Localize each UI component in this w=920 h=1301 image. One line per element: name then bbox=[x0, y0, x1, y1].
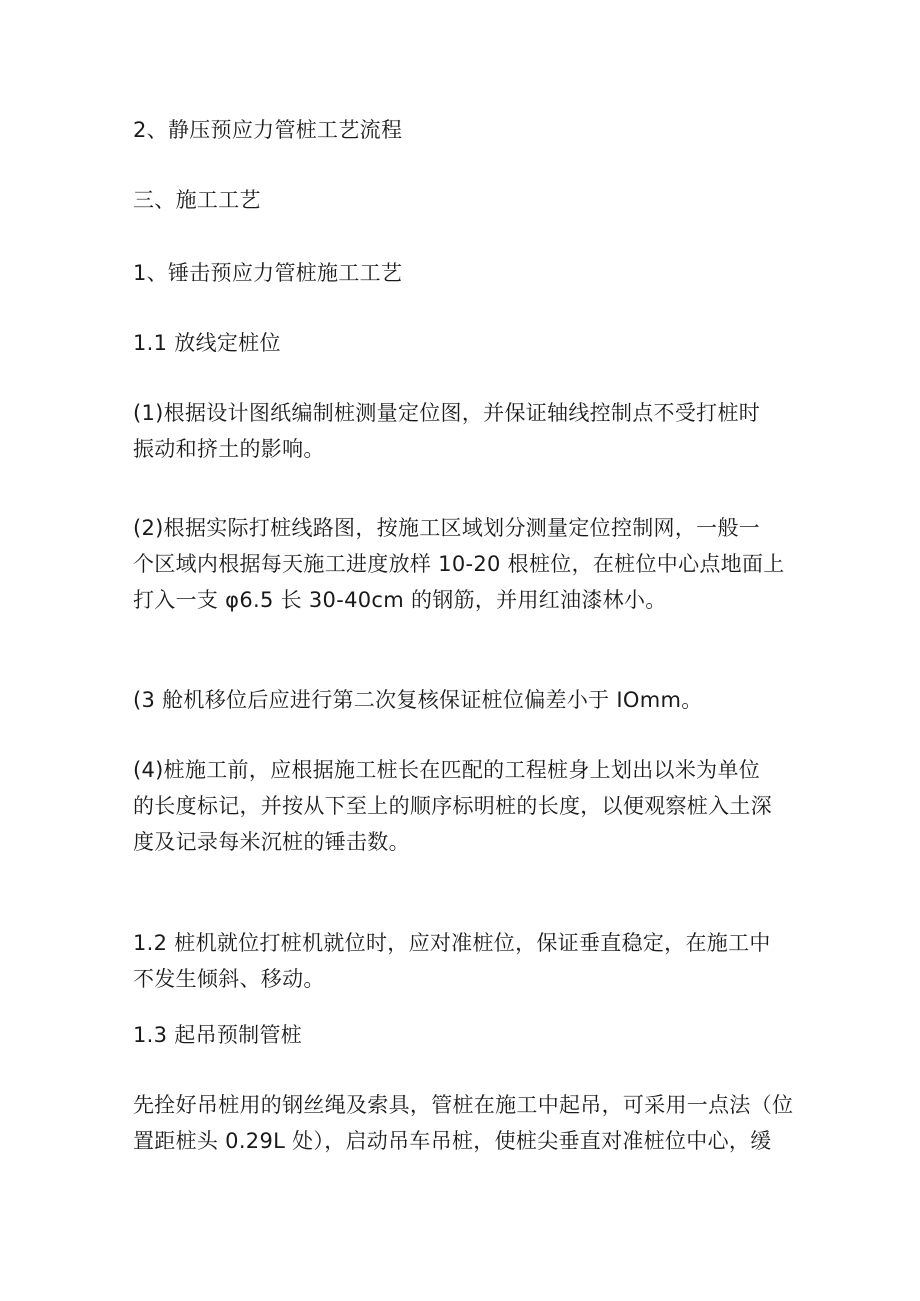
text-line: 1.1 放线定桩位 bbox=[133, 331, 281, 355]
text-line: 三、施工工艺 bbox=[133, 188, 261, 212]
text-line: 2、静压预应力管桩工艺流程 bbox=[133, 118, 403, 142]
paragraph-lifting bbox=[133, 1087, 813, 1159]
heading-static-pressure-process bbox=[133, 112, 813, 148]
text-line: 不发生倾斜、移动。 bbox=[133, 967, 325, 991]
text-line: 1.3 起吊预制管桩 bbox=[133, 1023, 303, 1047]
text-line: 1.2 桩机就位打桩机就位时，应对准桩位，保证垂直稳定，在施工中 bbox=[133, 931, 771, 955]
paragraph-item-2 bbox=[133, 510, 813, 618]
text-line: (2)根据实际打桩线路图，按施工区域划分测量定位控制网，一般一 bbox=[133, 516, 761, 540]
text-line: 1、锤击预应力管桩施工工艺 bbox=[133, 261, 403, 285]
heading-section-1-3 bbox=[133, 1017, 813, 1053]
heading-section-1-1 bbox=[133, 325, 813, 361]
heading-section-1-2 bbox=[133, 925, 813, 997]
paragraph-item-4 bbox=[133, 752, 813, 860]
heading-hammer-pile-process bbox=[133, 255, 813, 291]
text-line: (3 舱机移位后应进行第二次复核保证桩位偏差小于 IOmm。 bbox=[133, 688, 703, 712]
text-line: (4)桩施工前，应根据施工桩长在匹配的工程桩身上划出以米为单位 bbox=[133, 758, 761, 782]
paragraph-item-3 bbox=[133, 682, 813, 718]
text-line: (1)根据设计图纸编制桩测量定位图，并保证轴线控制点不受打桩时 bbox=[133, 401, 761, 425]
text-line: 的长度标记，并按从下至上的顺序标明桩的长度，以便观察桩入土深 bbox=[133, 794, 772, 818]
text-line: 振动和挤土的影响。 bbox=[133, 437, 325, 461]
text-line: 度及记录每米沉桩的锤击数。 bbox=[133, 830, 410, 854]
heading-construction-process bbox=[133, 182, 813, 218]
text-line: 置距桩头 0.29L 处），启动吊车吊桩，使桩尖垂直对准桩位中心，缓 bbox=[133, 1129, 772, 1153]
text-line: 打入一支 φ6.5 长 30-40cm 的钢筋，并用红油漆林小。 bbox=[133, 588, 667, 612]
text-line: 先拴好吊桩用的钢丝绳及索具，管桩在施工中起吊，可采用一点法（位 bbox=[133, 1093, 794, 1117]
text-line: 个区域内根据每天施工进度放样 10-20 根桩位，在桩位中心点地面上 bbox=[133, 552, 785, 576]
paragraph-item-1 bbox=[133, 395, 813, 467]
